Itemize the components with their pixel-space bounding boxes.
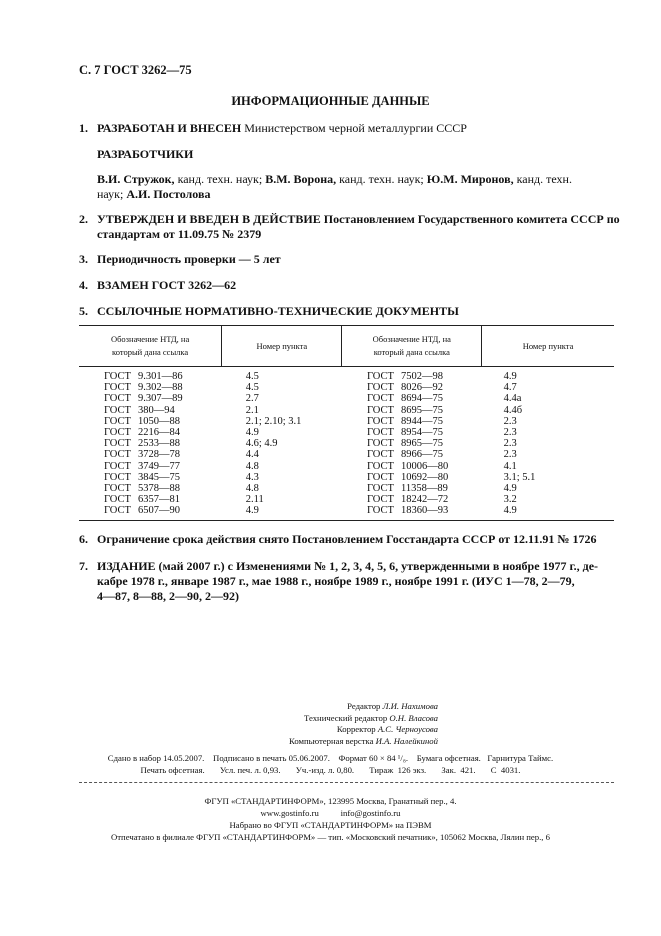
item-number: 2.11 xyxy=(245,494,264,506)
table-cell xyxy=(222,393,342,404)
gost-prefix: ГОСТ xyxy=(366,438,394,450)
publisher-line-3: Набрано во ФГУП «СТАНДАРТИНФОРМ» на ПЭВМ xyxy=(229,820,432,830)
table-cell xyxy=(482,505,614,520)
ntd-designation: 8966—75 xyxy=(400,449,443,461)
ntd-designation: 2533—88 xyxy=(138,438,180,450)
table-cell xyxy=(482,461,614,472)
section-7-line-2: кабре 1978 г., январе 1987 г., мае 1988 г., ноябре 1989 г., ноябре 1991 г. (ИУС 1—78, 2—79, xyxy=(97,574,575,588)
page-title: ИНФОРМАЦИОННЫЕ ДАННЫЕ xyxy=(231,94,430,108)
table-cell xyxy=(482,483,614,494)
item-number: 4.5 xyxy=(245,371,259,382)
developer-name: Ю.М. Миронов, xyxy=(426,172,514,186)
print-info-line-1: Сдано в набор 14.05.2007. Подписано в печать 05.06.2007. Формат 60 × 84 ¹/₈. Бумага офсетная. Гарнитура Таймс. xyxy=(107,753,554,763)
credit-name: Л.И. Нахимова xyxy=(382,701,438,711)
header-ntd-left xyxy=(79,326,222,367)
section-7-line-1: ИЗДАНИЕ (май 2007 г.) с Изменениями № 1, 2, 3, 4, 5, 6, утвержденными в ноябре 1977 г., де- xyxy=(97,559,599,573)
section-1-lead: РАЗРАБОТАН И ВНЕСЕН xyxy=(97,121,242,135)
table-cell xyxy=(482,416,614,427)
gost-prefix: ГОСТ xyxy=(104,404,131,416)
item-number: 4.9 xyxy=(503,483,517,495)
credit-tech-editor xyxy=(200,713,438,725)
table-cell xyxy=(482,405,614,416)
table-cell xyxy=(222,405,342,416)
ntd-designation: 8954—75 xyxy=(400,427,443,439)
ntd-designation: 18360—93 xyxy=(400,505,449,517)
section-1 xyxy=(79,121,467,136)
ntd-designation: 7502—98 xyxy=(400,371,443,382)
print-info-line-2: Печать офсетная. Усл. печ. л. 0,93. Уч.-изд. л. 0,80. Тираж 126 экз. Зак. 421. С 4031. xyxy=(140,765,521,775)
ntd-designation: 8965—75 xyxy=(400,438,443,450)
section-number: 1. xyxy=(79,121,88,135)
credit-label: Редактор xyxy=(347,701,383,711)
table-row xyxy=(79,427,614,438)
ntd-designation: 6507—90 xyxy=(138,505,180,517)
page-header: С. 7 ГОСТ 3262—75 xyxy=(79,63,192,77)
table-cell xyxy=(79,405,222,416)
ntd-designation: 18242—72 xyxy=(400,494,449,506)
table-row xyxy=(79,367,614,383)
table-cell xyxy=(79,382,222,393)
item-number: 4.8 xyxy=(245,460,259,472)
gost-prefix: ГОСТ xyxy=(104,471,131,483)
item-number: 3.1; 5.1 xyxy=(503,471,536,483)
gost-prefix: ГОСТ xyxy=(366,471,394,483)
section-6-text: Ограничение срока действия снято Постановлением Госстандарта СССР от 12.11.91 № 1726 xyxy=(97,532,597,546)
table-cell xyxy=(342,367,482,383)
item-number: 4.9 xyxy=(245,427,259,439)
section-2-text: Постановлением Государственного комитета СССР по xyxy=(320,212,620,226)
table-cell xyxy=(342,461,482,472)
table-cell xyxy=(222,494,342,505)
gost-prefix: ГОСТ xyxy=(366,483,394,495)
credit-label: Технический редактор xyxy=(303,712,390,723)
item-number: 4.9 xyxy=(503,371,517,382)
table-cell xyxy=(342,438,482,449)
developer-name: А.И. Постолова xyxy=(126,187,211,201)
developer-name: В.М. Ворона, xyxy=(265,172,337,186)
credit-corrector xyxy=(200,724,438,736)
table-cell xyxy=(482,449,614,460)
table-row xyxy=(79,405,614,416)
credit-name: О.Н. Власова xyxy=(389,712,438,723)
gost-prefix: ГОСТ xyxy=(366,382,394,394)
table-row xyxy=(79,416,614,427)
ntd-designation: 9.301—86 xyxy=(138,371,183,382)
developer-degree: канд. техн. xyxy=(513,172,572,186)
item-number: 4.4а xyxy=(503,393,522,405)
developers-line-2 xyxy=(97,187,210,202)
table-cell xyxy=(342,449,482,460)
section-2 xyxy=(79,212,620,227)
gost-prefix: ГОСТ xyxy=(366,427,394,439)
ntd-designation: 10006—80 xyxy=(400,460,449,472)
publisher-line-4: Отпечатано в филиале ФГУП «СТАНДАРТИНФОРМ» — тип. «Московский печатник», 105062 Москва, Лялин пер., 6 xyxy=(110,832,550,842)
section-2-lead: УТВЕРЖДЕН И ВВЕДЕН В ДЕЙСТВИЕ xyxy=(97,212,321,226)
table-cell xyxy=(342,483,482,494)
table-cell xyxy=(222,416,342,427)
gost-prefix: ГОСТ xyxy=(104,382,131,394)
table-cell xyxy=(222,382,342,393)
table-cell xyxy=(482,382,614,393)
publisher-line-2: www.gostinfo.ru info@gostinfo.ru xyxy=(260,808,401,818)
gost-prefix: ГОСТ xyxy=(366,449,394,461)
table-cell xyxy=(222,427,342,438)
gost-prefix: ГОСТ xyxy=(104,415,131,427)
ntd-designation: 8694—75 xyxy=(400,393,443,405)
gost-prefix: ГОСТ xyxy=(104,483,131,495)
ntd-designation: 6357—81 xyxy=(138,494,180,506)
gost-prefix: ГОСТ xyxy=(366,494,394,506)
table-cell xyxy=(342,393,482,404)
gost-prefix: ГОСТ xyxy=(104,371,131,382)
table-cell xyxy=(79,472,222,483)
reference-documents-table xyxy=(79,325,614,521)
table-cell xyxy=(222,461,342,472)
table-cell xyxy=(222,483,342,494)
section-4 xyxy=(79,278,236,293)
developer-name: В.И. Стружок, xyxy=(97,172,175,186)
header-text: Обозначение НТД, на xyxy=(372,334,451,344)
section-4-text: ВЗАМЕН ГОСТ 3262—62 xyxy=(97,278,237,292)
item-number: 4.4 xyxy=(245,449,259,461)
table-cell xyxy=(79,483,222,494)
section-6 xyxy=(79,532,596,547)
item-number: 4.6; 4.9 xyxy=(245,438,278,450)
header-item-left: Номер пункта xyxy=(222,326,342,367)
ntd-designation: 2216—84 xyxy=(138,427,180,439)
gost-prefix: ГОСТ xyxy=(104,427,131,439)
table-cell xyxy=(342,494,482,505)
item-number: 4.9 xyxy=(245,505,259,517)
table-row xyxy=(79,461,614,472)
table-cell xyxy=(222,472,342,483)
item-number: 4.5 xyxy=(245,382,259,394)
gost-prefix: ГОСТ xyxy=(104,449,131,461)
gost-prefix: ГОСТ xyxy=(366,371,394,382)
header-text: который дана ссылка xyxy=(112,347,189,357)
publisher-line-1: ФГУП «СТАНДАРТИНФОРМ», 123995 Москва, Гранатный пер., 4. xyxy=(204,796,457,806)
table-row xyxy=(79,382,614,393)
table-cell xyxy=(222,438,342,449)
table-cell xyxy=(482,494,614,505)
gost-prefix: ГОСТ xyxy=(366,505,394,517)
ntd-designation: 3728—78 xyxy=(138,449,180,461)
table-cell xyxy=(342,405,482,416)
table-cell xyxy=(79,393,222,404)
table-row xyxy=(79,449,614,460)
item-number: 2.3 xyxy=(503,415,517,427)
table-cell xyxy=(222,505,342,520)
gost-prefix: ГОСТ xyxy=(366,460,394,472)
table-body xyxy=(79,367,614,521)
item-number: 3.2 xyxy=(503,494,517,506)
item-number: 4.8 xyxy=(245,483,259,495)
developer-degree: канд. техн. наук; xyxy=(174,172,266,186)
ntd-designation: 11358—89 xyxy=(400,483,448,495)
credit-label: Корректор xyxy=(336,724,378,735)
credit-label: Компьютерная верстка xyxy=(288,735,376,746)
item-number: 4.3 xyxy=(245,471,259,483)
table-cell xyxy=(79,427,222,438)
table-cell xyxy=(342,416,482,427)
table-row xyxy=(79,494,614,505)
table-cell xyxy=(482,367,614,383)
gost-prefix: ГОСТ xyxy=(104,505,131,517)
ntd-designation: 9.302—88 xyxy=(138,382,183,394)
header-ntd-right xyxy=(342,326,482,367)
credit-name: И.А. Налейкиной xyxy=(375,735,438,746)
header-text: Обозначение НТД, на xyxy=(110,334,190,344)
item-number: 2.3 xyxy=(503,449,517,461)
ntd-designation: 3845—75 xyxy=(138,471,180,483)
table-cell xyxy=(342,427,482,438)
section-number: 3. xyxy=(79,252,88,266)
credit-editor xyxy=(200,701,438,713)
developers-heading: РАЗРАБОТЧИКИ xyxy=(97,147,194,161)
gost-prefix: ГОСТ xyxy=(366,404,394,416)
section-5-text: ССЫЛОЧНЫЕ НОРМАТИВНО-ТЕХНИЧЕСКИЕ ДОКУМЕНТЫ xyxy=(97,304,459,318)
ntd-designation: 10692—80 xyxy=(400,471,449,483)
table-cell xyxy=(342,505,482,520)
table-cell xyxy=(482,393,614,404)
ntd-designation: 9.307—89 xyxy=(138,393,183,405)
divider xyxy=(79,782,614,783)
developer-degree: канд. техн. наук; xyxy=(336,172,427,186)
item-number: 4.9 xyxy=(503,505,517,517)
ntd-designation: 3749—77 xyxy=(138,460,180,472)
section-5 xyxy=(79,304,459,319)
section-7 xyxy=(79,559,619,574)
ntd-designation: 1050—88 xyxy=(138,415,180,427)
ntd-designation: 8695—75 xyxy=(400,404,443,416)
item-number: 2.3 xyxy=(503,427,517,439)
item-number: 2.7 xyxy=(245,393,259,405)
table-cell xyxy=(79,461,222,472)
table-row xyxy=(79,483,614,494)
table-row xyxy=(79,472,614,483)
table-cell xyxy=(342,382,482,393)
table-cell xyxy=(482,472,614,483)
section-1-text: Министерством черной металлургии СССР xyxy=(241,121,467,135)
header-item-right: Номер пункта xyxy=(482,326,614,367)
ntd-designation: 8944—75 xyxy=(400,415,443,427)
table-row xyxy=(79,393,614,404)
table-cell xyxy=(79,367,222,383)
item-number: 2.1 xyxy=(245,404,259,416)
table-cell xyxy=(79,505,222,520)
gost-prefix: ГОСТ xyxy=(366,393,394,405)
section-3 xyxy=(79,252,281,267)
gost-prefix: ГОСТ xyxy=(104,460,131,472)
credit-name: А.С. Черноусова xyxy=(377,724,438,735)
section-number: 4. xyxy=(79,278,88,292)
table-cell xyxy=(79,416,222,427)
table-cell xyxy=(79,494,222,505)
table-row xyxy=(79,438,614,449)
header-text: который дана ссылка xyxy=(373,347,450,357)
section-7-line-3: 4—87, 8—88, 2—90, 2—92) xyxy=(97,589,239,603)
table-cell xyxy=(222,367,342,383)
table-cell xyxy=(222,449,342,460)
item-number: 2.3 xyxy=(503,438,517,450)
table-header-row xyxy=(79,326,614,367)
gost-prefix: ГОСТ xyxy=(104,494,131,506)
section-number: 6. xyxy=(79,532,88,546)
item-number: 4.4б xyxy=(503,404,523,416)
table-cell xyxy=(482,438,614,449)
ntd-designation: 8026—92 xyxy=(400,382,443,394)
item-number: 2.1; 2.10; 3.1 xyxy=(245,415,302,427)
gost-prefix: ГОСТ xyxy=(104,393,131,405)
section-2-line-2: стандартам от 11.09.75 № 2379 xyxy=(97,227,262,241)
developers-line-1 xyxy=(97,172,617,187)
developer-degree: наук; xyxy=(97,187,127,201)
table-cell xyxy=(342,472,482,483)
credits-block xyxy=(200,701,438,747)
section-3-text: Периодичность проверки — 5 лет xyxy=(97,252,281,266)
credit-layout xyxy=(200,736,438,748)
gost-prefix: ГОСТ xyxy=(104,438,131,450)
section-number: 5. xyxy=(79,304,88,318)
table-row xyxy=(79,505,614,520)
section-number: 2. xyxy=(79,212,88,226)
table-cell xyxy=(482,427,614,438)
ntd-designation: 5378—88 xyxy=(138,483,180,495)
table-cell xyxy=(79,449,222,460)
ntd-designation: 380—94 xyxy=(138,404,175,416)
table-cell xyxy=(79,438,222,449)
item-number: 4.7 xyxy=(503,382,517,394)
section-number: 7. xyxy=(79,559,88,573)
gost-prefix: ГОСТ xyxy=(366,415,394,427)
item-number: 4.1 xyxy=(503,460,517,472)
